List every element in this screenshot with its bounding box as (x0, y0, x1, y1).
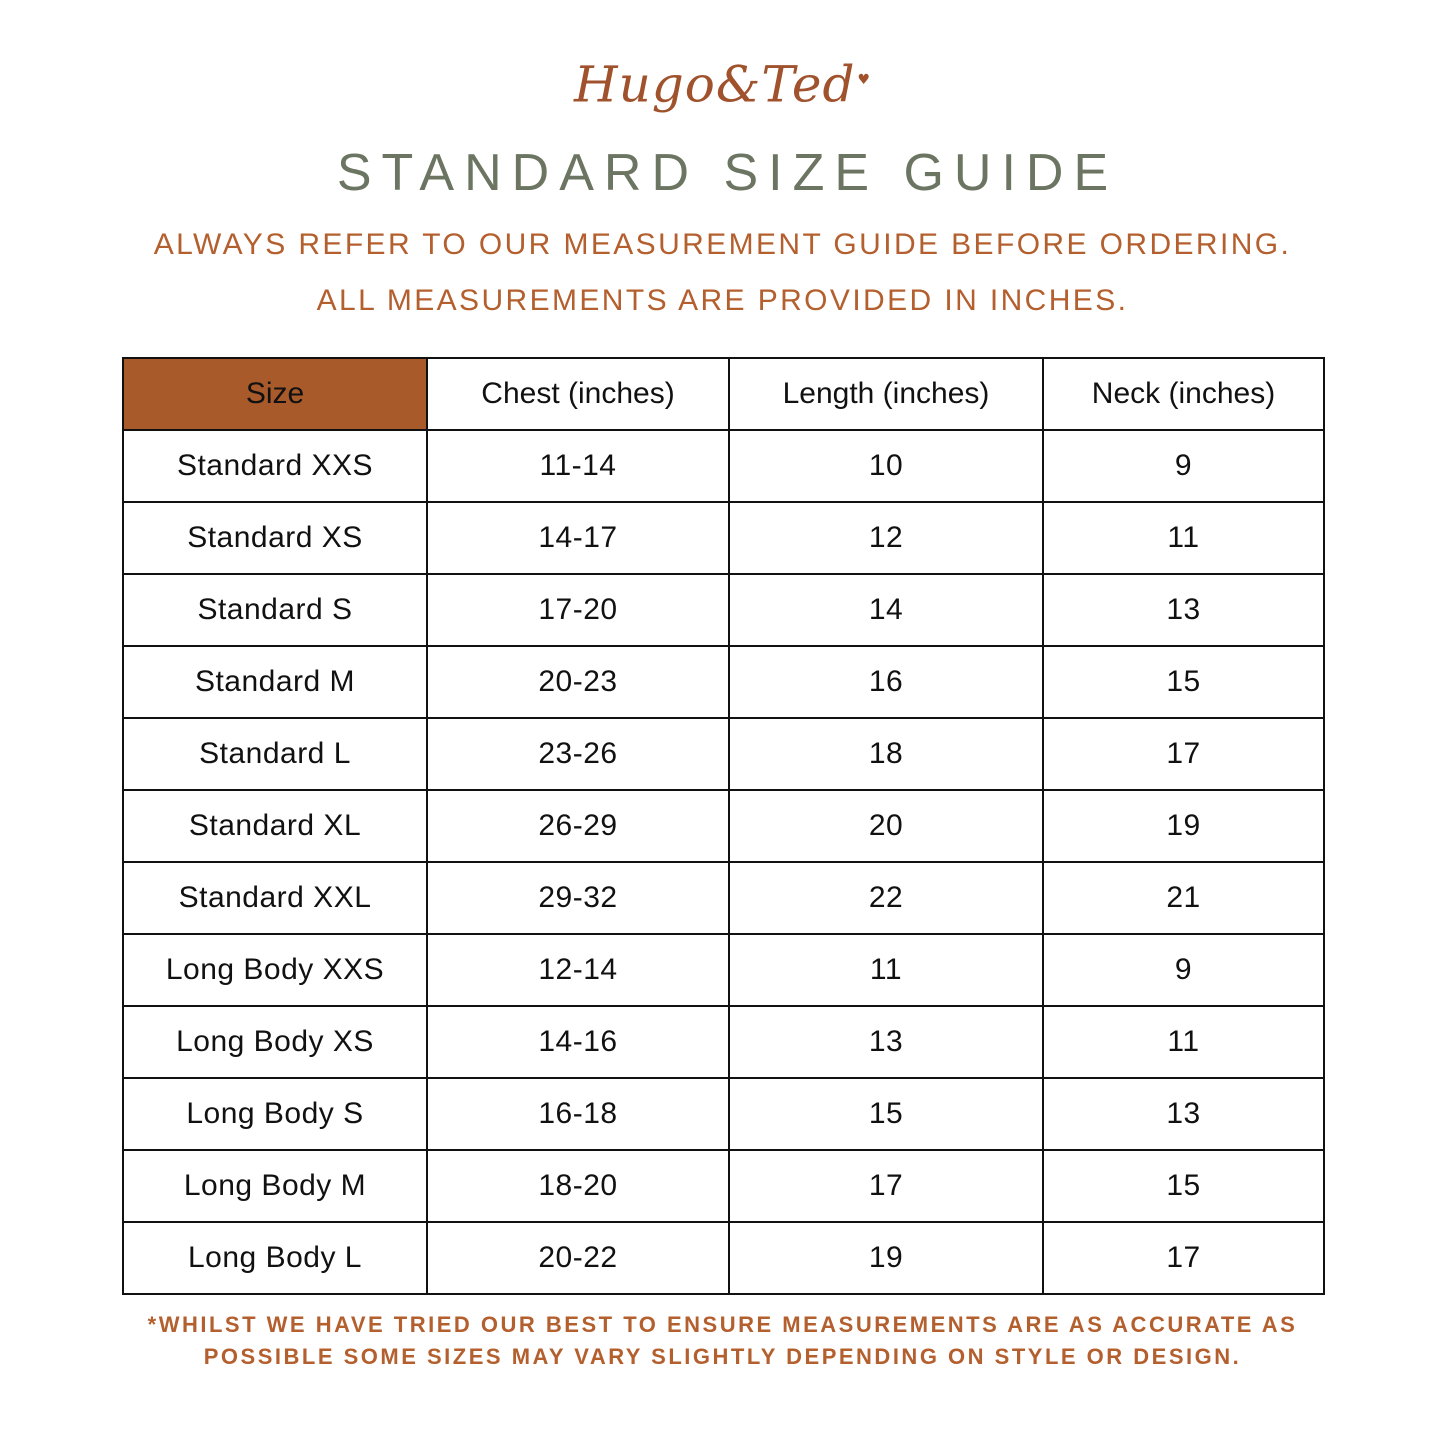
chest-cell: 20-23 (427, 646, 729, 718)
length-cell: 19 (729, 1222, 1043, 1294)
table-row (123, 1006, 1324, 1078)
size-cell: Standard XXL (123, 862, 427, 934)
length-cell: 10 (729, 430, 1043, 502)
table-row (123, 862, 1324, 934)
brand-logo (0, 40, 1445, 125)
neck-cell: 11 (1043, 1006, 1324, 1078)
chest-cell: 11-14 (427, 430, 729, 502)
length-cell: 12 (729, 502, 1043, 574)
length-cell: 14 (729, 574, 1043, 646)
size-cell: Standard M (123, 646, 427, 718)
length-cell: 15 (729, 1078, 1043, 1150)
length-cell: 17 (729, 1150, 1043, 1222)
chest-cell: 12-14 (427, 934, 729, 1006)
brand-logo-text: Hugo&Ted (573, 55, 856, 114)
column-header-chest: Chest (inches) (427, 358, 729, 430)
chest-cell: 18-20 (427, 1150, 729, 1222)
size-cell: Standard XXS (123, 430, 427, 502)
neck-cell: 11 (1043, 502, 1324, 574)
table-row (123, 1222, 1324, 1294)
column-header-neck: Neck (inches) (1043, 358, 1324, 430)
page-title: STANDARD SIZE GUIDE (336, 144, 1119, 202)
neck-cell: 13 (1043, 1078, 1324, 1150)
table-row (123, 790, 1324, 862)
table-row (123, 574, 1324, 646)
table-row (123, 430, 1324, 502)
size-table (122, 357, 1325, 1295)
neck-cell: 21 (1043, 862, 1324, 934)
subtitle-line-2: ALL MEASUREMENTS ARE PROVIDED IN INCHES. (316, 284, 1129, 317)
size-cell: Long Body M (123, 1150, 427, 1222)
neck-cell: 9 (1043, 934, 1324, 1006)
column-header-length: Length (inches) (729, 358, 1043, 430)
table-row (123, 502, 1324, 574)
neck-cell: 17 (1043, 718, 1324, 790)
column-header-size: Size (123, 358, 427, 430)
neck-cell: 13 (1043, 574, 1324, 646)
length-cell: 22 (729, 862, 1043, 934)
neck-cell: 15 (1043, 646, 1324, 718)
chest-cell: 14-16 (427, 1006, 729, 1078)
size-cell: Long Body S (123, 1078, 427, 1150)
chest-cell: 23-26 (427, 718, 729, 790)
neck-cell: 15 (1043, 1150, 1324, 1222)
table-row (123, 1078, 1324, 1150)
length-cell: 16 (729, 646, 1043, 718)
size-cell: Standard XL (123, 790, 427, 862)
size-cell: Standard S (123, 574, 427, 646)
chest-cell: 14-17 (427, 502, 729, 574)
table-row (123, 1150, 1324, 1222)
subtitle-line-1: ALWAYS REFER TO OUR MEASUREMENT GUIDE BEFORE ORDERING. (153, 228, 1292, 261)
size-cell: Long Body XXS (123, 934, 427, 1006)
length-cell: 13 (729, 1006, 1043, 1078)
chest-cell: 26-29 (427, 790, 729, 862)
table-header-row (123, 358, 1324, 430)
size-cell: Long Body XS (123, 1006, 427, 1078)
length-cell: 20 (729, 790, 1043, 862)
heart-icon: ♥ (857, 72, 872, 88)
length-cell: 18 (729, 718, 1043, 790)
table-row (123, 646, 1324, 718)
neck-cell: 9 (1043, 430, 1324, 502)
size-cell: Standard L (123, 718, 427, 790)
size-cell: Long Body L (123, 1222, 427, 1294)
length-cell: 11 (729, 934, 1043, 1006)
chest-cell: 16-18 (427, 1078, 729, 1150)
neck-cell: 19 (1043, 790, 1324, 862)
neck-cell: 17 (1043, 1222, 1324, 1294)
table-row (123, 934, 1324, 1006)
size-cell: Standard XS (123, 502, 427, 574)
chest-cell: 17-20 (427, 574, 729, 646)
chest-cell: 29-32 (427, 862, 729, 934)
table-row (123, 718, 1324, 790)
disclaimer-line-1: *WHILST WE HAVE TRIED OUR BEST TO ENSURE MEASUREMENTS ARE AS ACCURATE AS (147, 1312, 1298, 1337)
chest-cell: 20-22 (427, 1222, 729, 1294)
disclaimer-line-2: POSSIBLE SOME SIZES MAY VARY SLIGHTLY DEPENDING ON STYLE OR DESIGN. (203, 1344, 1242, 1369)
